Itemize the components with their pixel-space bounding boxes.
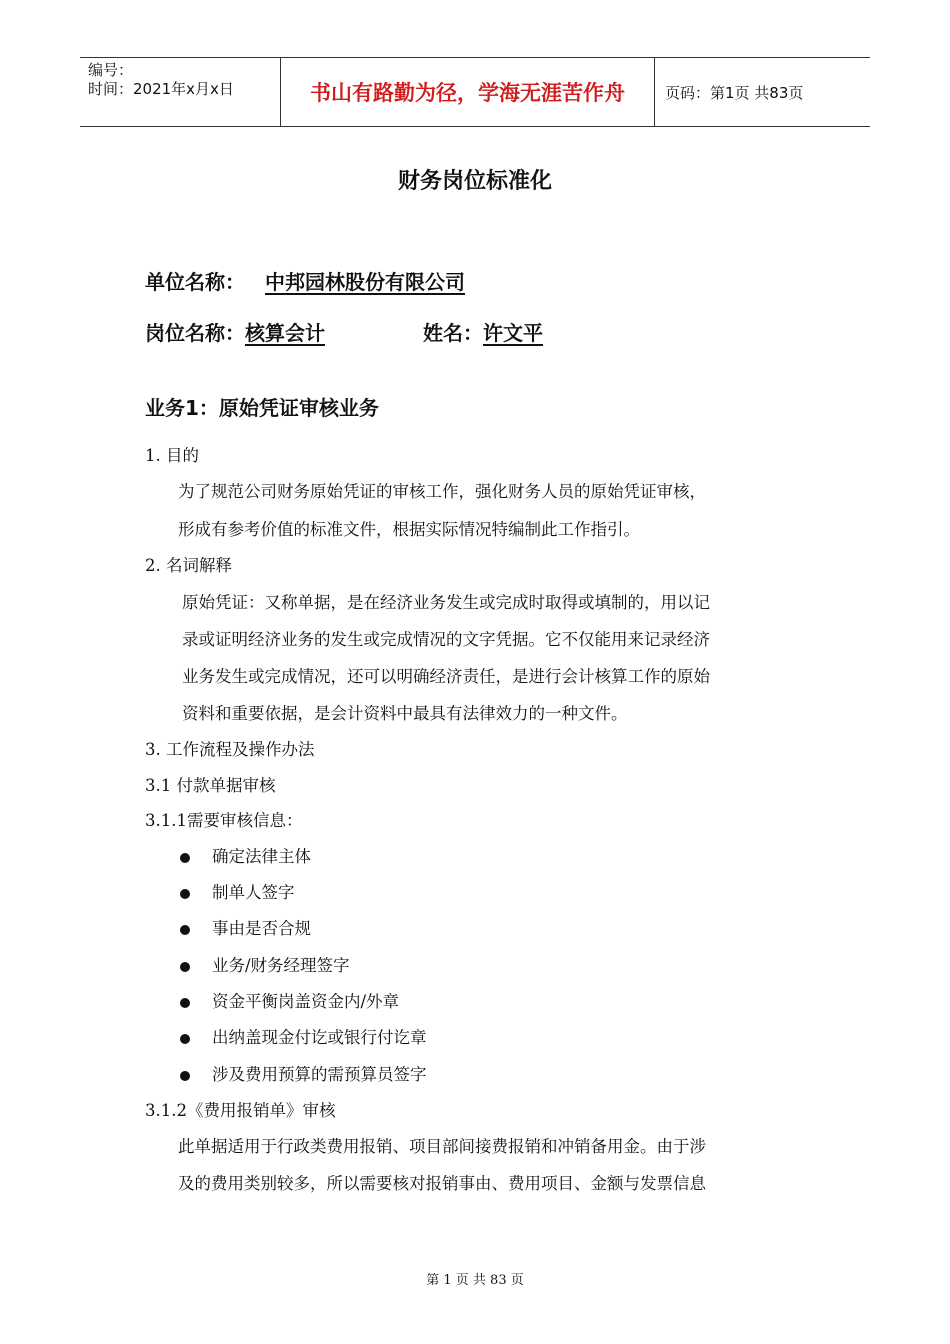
s312-line-2: 及的费用类别较多，所以需要核对报销事由、费用项目、金额与发票信息 — [178, 1174, 706, 1193]
document-title: 财务岗位标准化 — [397, 169, 552, 194]
bullet-icon — [180, 889, 190, 899]
bullet-icon — [180, 1034, 190, 1044]
s312-line-1: 此单据适用于行政类费用报销、项目部间接费报销和冲销备用金。由于涉 — [178, 1137, 706, 1156]
bullet-icon — [180, 925, 190, 935]
bullet-icon — [180, 1071, 190, 1081]
position-row — [145, 317, 325, 346]
name-value: 许文平 — [483, 321, 543, 345]
name-row — [423, 317, 543, 346]
bullet-item: 确定法律主体 — [180, 843, 311, 867]
section-3-1-1: 3.1.1需要审核信息： — [145, 811, 303, 830]
purpose-line-1: 为了规范公司财务原始凭证的审核工作，强化财务人员的原始凭证审核， — [178, 482, 706, 501]
bullet-icon — [180, 998, 190, 1008]
terms-line-1: 原始凭证：又称单据，是在经济业务发生或完成时取得或填制的，用以记 — [182, 593, 710, 612]
purpose-line-2: 形成有参考价值的标准文件，根据实际情况特编制此工作指引。 — [178, 520, 640, 539]
flow-heading: 3. 工作流程及操作办法 — [145, 740, 315, 759]
section-title: 业务1：原始凭证审核业务 — [145, 396, 379, 420]
terms-line-4: 资料和重要依据，是会计资料中最具有法律效力的一种文件。 — [182, 704, 628, 723]
header-table — [80, 57, 870, 127]
number-label: 编号： — [88, 61, 134, 79]
unit-label: 单位名称： — [145, 270, 245, 294]
bullet-item: 出纳盖现金付讫或银行付讫章 — [180, 1024, 427, 1048]
unit-row — [145, 266, 465, 295]
bullet-item: 业务/财务经理签字 — [180, 952, 350, 976]
section-3-1: 3.1 付款单据审核 — [145, 776, 276, 795]
unit-value: 中邦园林股份有限公司 — [265, 270, 465, 294]
position-label: 岗位名称： — [145, 321, 245, 345]
header-page-info: 页码：第1页 共83页 — [665, 83, 804, 102]
position-value: 核算会计 — [245, 321, 325, 345]
terms-heading: 2. 名词解释 — [145, 556, 232, 575]
bullet-item: 事由是否合规 — [180, 915, 311, 939]
page-footer: 第 1 页 共 83 页 — [426, 1273, 524, 1288]
header-motto: 书山有路勤为径，学海无涯苦作舟 — [280, 58, 655, 126]
header-meta — [80, 58, 280, 126]
terms-line-3: 业务发生或完成情况，还可以明确经济责任，是进行会计核算工作的原始 — [182, 667, 710, 686]
section-3-1-2: 3.1.2《费用报销单》审核 — [145, 1101, 336, 1120]
bullet-item: 涉及费用预算的需预算员签字 — [180, 1061, 427, 1085]
name-label: 姓名： — [423, 321, 483, 345]
bullet-icon — [180, 853, 190, 863]
time-label: 时间：2021年x月x日 — [88, 80, 234, 98]
bullet-icon — [180, 962, 190, 972]
purpose-heading: 1. 目的 — [145, 446, 199, 465]
terms-line-2: 录或证明经济业务的发生或完成情况的文字凭据。它不仅能用来记录经济 — [182, 630, 710, 649]
bullet-item: 资金平衡岗盖资金内/外章 — [180, 988, 399, 1012]
bullet-item: 制单人签字 — [180, 879, 295, 903]
